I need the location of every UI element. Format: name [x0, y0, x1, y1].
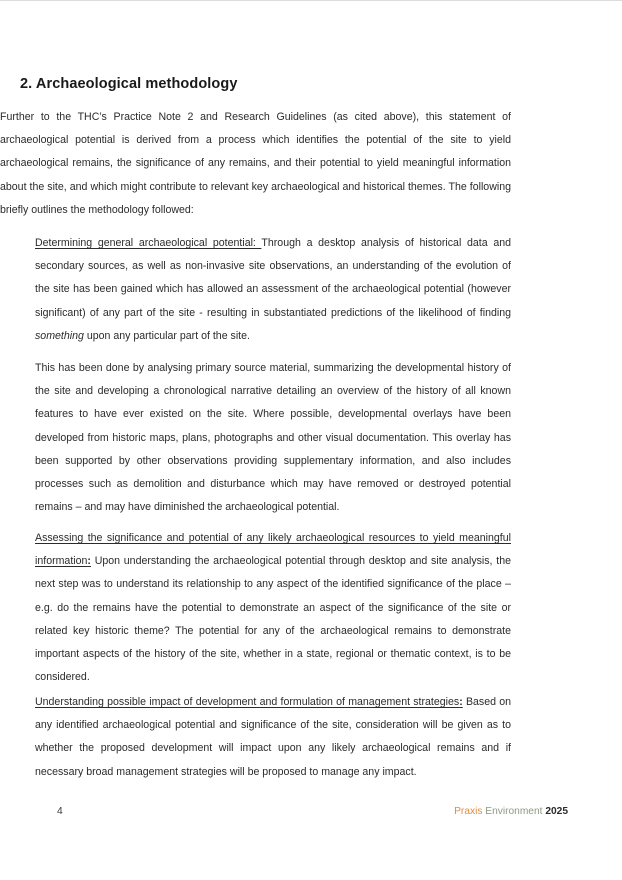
section-assessing-significance [35, 527, 511, 689]
emphasis-something: something [35, 329, 84, 342]
lead-paragraph: Further to the THC’s Practice Note 2 and Research Guidelines (as cited above), this statement of archaeological potential is derived from a process which identifies the potential of the site to yield archaeological remains, the significance of any remains, and their potential to yield meaningful information about the site, and which might contribute to relevant key archaeological and historical themes. The following briefly outlines the methodology followed: [0, 111, 511, 216]
page-title: 2. Archaeological methodology [20, 76, 238, 92]
section-body-text: Through a desktop analysis of historical data and secondary sources, as well as non-invasive site observations, an understanding of the evolution of the site has been gained which has allowed an assessment of the archaeological potential (however significant) of any part of the site - resulting in substantiated predictions of the likelihood of finding [35, 237, 511, 319]
section-body-text: Upon understanding the archaeological potential through desktop and site analysis, the next step was to understand its relationship to any aspect of the identified significance of the place – e.g. do the remains have the potential to demonstrate an aspect of the significance of the site or related key historic theme? The potential for any of the archaeological remains to demonstrate important aspects of the history of the site, whether in a state, regional or thematic context, is to be considered. [35, 555, 511, 684]
brand-name-secondary: Environment [485, 805, 543, 817]
copyright-year: 2025 [545, 805, 568, 817]
section-body-text: This has been done by analysing primary source material, summarizing the developmental history of the site and developing a chronological narrative detailing an overview of the history of all known features to have ever existed on the site. Where possible, developmental overlays have been developed from historic maps, plans, photographs and other visual documentation. This overlay has been supported by other observations providing supplementary information, and also includes processes such as demolition and disturbance which may have removed or destroyed potential remains – and may have diminished the archaeological potential. [35, 362, 511, 514]
section-lead-in-label: Assessing the significance and potential of any likely archaeological resources to yield meaningful information [35, 532, 511, 568]
section-body-text: Based on any identified archaeological potential and significance of the site, consideration will be given as to whether the proposed development will impact upon any likely archaeological remains and if necessary broad management strategies will be proposed to manage any impact. [35, 696, 511, 778]
footer-branding [454, 806, 568, 817]
section-lead-in-colon: : [87, 555, 91, 568]
brand-name-primary: Praxis [454, 805, 483, 817]
section-lead-in-label: Determining general archaeological potential: [35, 237, 262, 249]
page-footer [57, 802, 568, 820]
section-body-text-continued: upon any particular part of the site. [83, 329, 250, 342]
page-number: 4 [57, 805, 63, 817]
section-understanding-impact [35, 691, 511, 784]
section-lead-in-label: Understanding possible impact of development and formulation of management strategies [35, 696, 460, 708]
section-lead-in-colon: : [459, 696, 463, 708]
section-determining-general-archaeological-potential [35, 232, 511, 348]
section-analysis-method [35, 357, 511, 519]
